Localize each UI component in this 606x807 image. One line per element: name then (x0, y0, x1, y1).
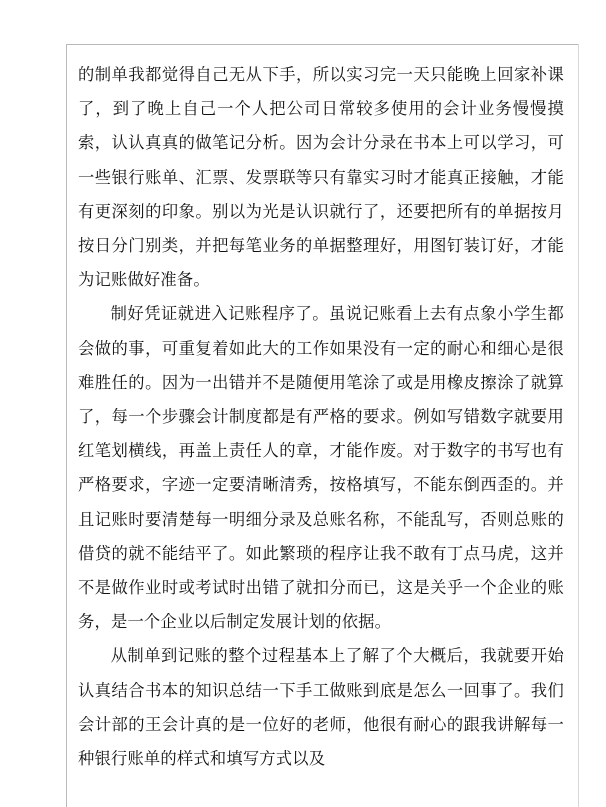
page-border-top (66, 44, 579, 45)
paragraph-1: 的制单我都觉得自己无从下手，所以实习完一天只能晚上回家补课了，到了晚上自己一个人把公司日常较多使用的会计业务慢慢摸索，认认真真的做笔记分析。因为会计分录在书本上可以学习，可一些银行账单、汇票、发票联等只有靠实习时才能真正接触，才能有更深刻的印象。别以为光是认识就行了，还要把所有的单据按月按日分门别类，并把每笔业务的单据整理好，用图钉装订好，才能为记账做好准备。 (78, 65, 564, 290)
page-border-right (578, 44, 579, 807)
paragraph-2: 制好凭证就进入记账程序了。虽说记账看上去有点象小学生都会做的事，可重复着如此大的工作如果没有一定的耐心和细心是很难胜任的。因为一出错并不是随便用笔涂了或是用橡皮擦涂了就算了，每一个步骤会计制度都是有严格的要求。例如写错数字就要用红笔划横线，再盖上责任人的章，才能作废。对于数字的书写也有严格要求，字迹一定要清晰清秀，按格填写，不能东倒西歪的。并且记账时要清楚每一明细分录及总账名称，不能乱写，否则总账的借贷的就不能结平了。如此繁琐的程序让我不敢有丁点马虎，这并不是做作业时或考试时出错了就扣分而已，这是关乎一个企业的账务，是一个企业以后制定发展计划的依据。 (78, 304, 564, 632)
paragraph-3: 从制单到记账的整个过程基本上了解了个大概后，我就要开始认真结合书本的知识总结一下手工做账到底是怎么一回事了。我们会计部的王会计真的是一位好的老师，他很有耐心的跟我讲解每一种银行账单的样式和填写方式以及 (78, 646, 564, 769)
document-body (78, 58, 564, 798)
page-border-left (66, 44, 67, 807)
